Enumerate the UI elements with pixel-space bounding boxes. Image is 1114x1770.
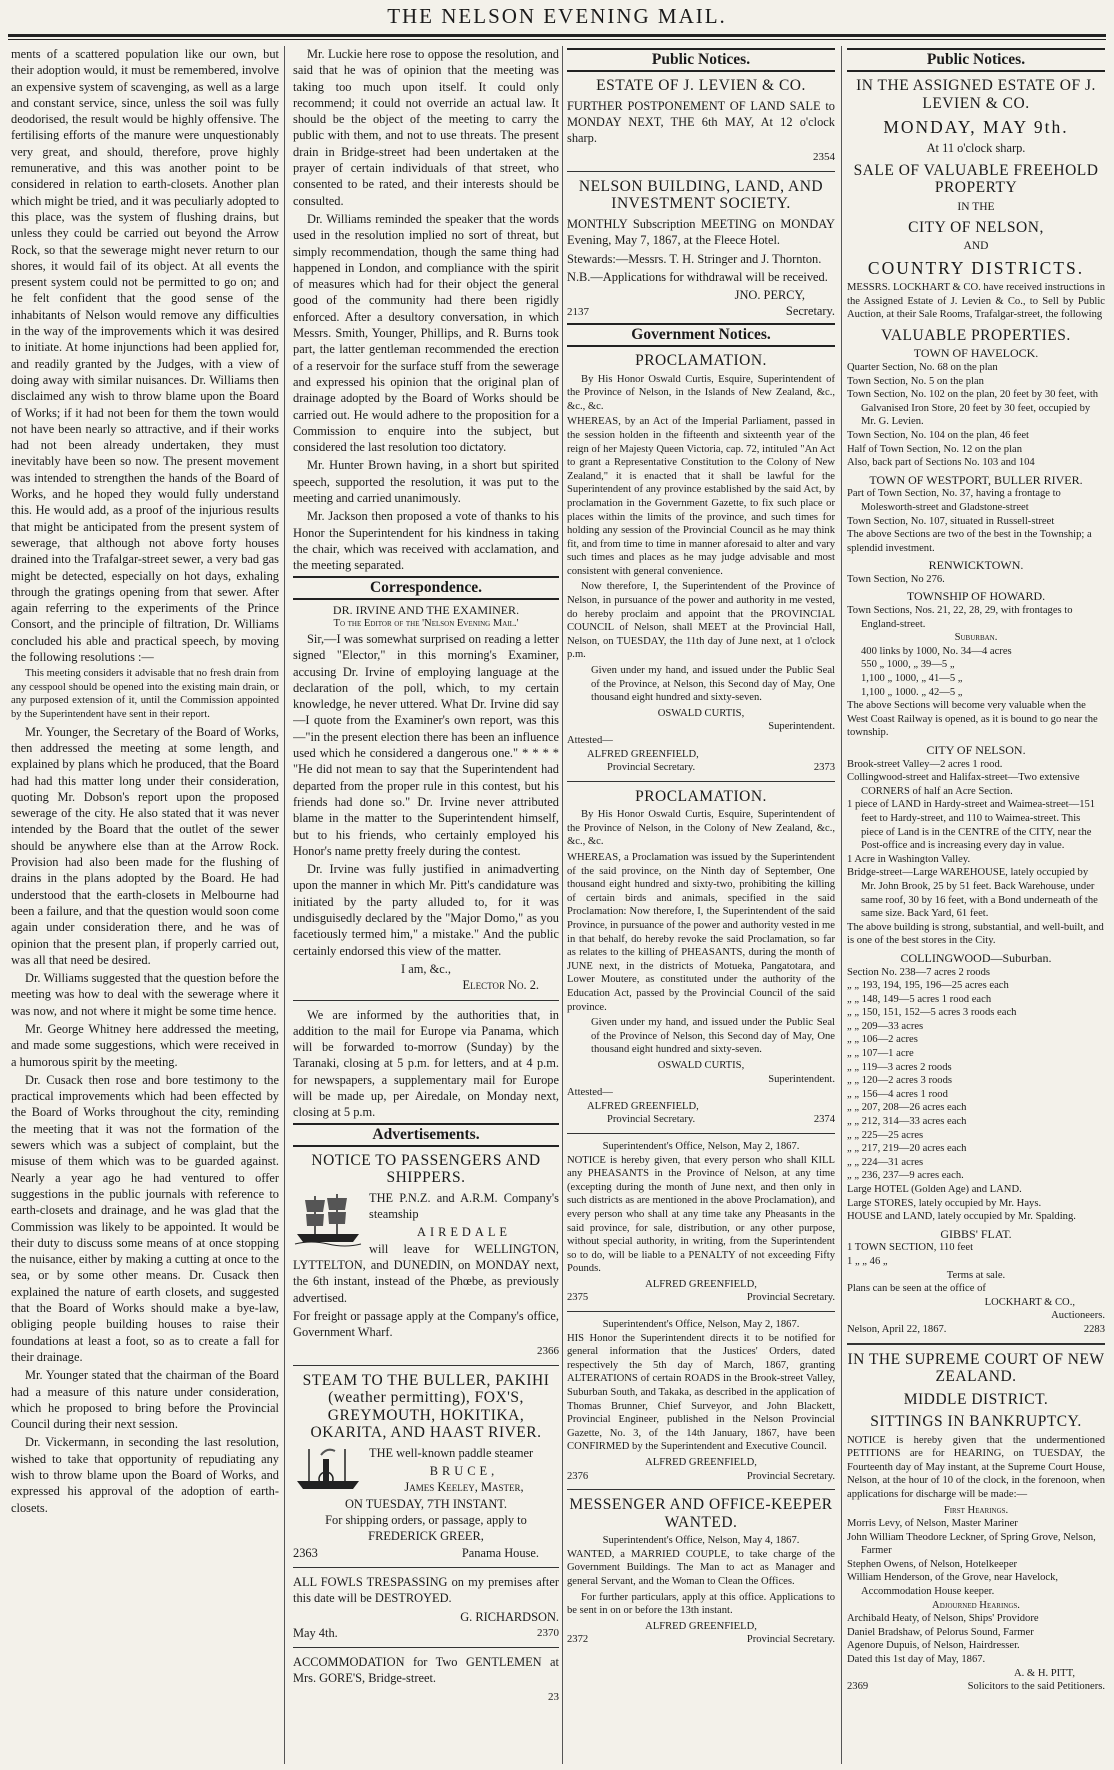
column-divider (562, 46, 563, 1764)
hearing-heading: First Hearings. (943, 1504, 1009, 1516)
notice-role: Provincial Secretary. (746, 1292, 835, 1304)
notice-number: 2376 (567, 1470, 589, 1482)
lot-heading: TOWNSHIP OF HOWARD. (906, 589, 1046, 604)
notice-text: For further particulars, apply at this office. Applications to be sent in on or before the 13th instant. (567, 1591, 835, 1617)
sale-country: COUNTRY DISTRICTS. (867, 258, 1085, 279)
article-paragraph: Mr. Jackson then proposed a vote of thanks to his Honor the Superintendent for his kindness in taking the chair, which was received with acclamation, and the meeting separated. (293, 509, 559, 573)
attested-role: Provincial Secretary. (607, 762, 696, 774)
ad-number: 2366 (537, 1344, 559, 1357)
ad-text: For freight or passage apply at the Company's office, Government Wharf. (293, 1308, 559, 1340)
ad-title: STEAM TO THE BULLER, PAKIHI (weather permitting), FOX'S, GREYMOUTH, HOKITIKA, OKARITA, AND HAAST RIVER. (302, 1371, 550, 1442)
notice-text: HIS Honor the Superintendent directs it to be notified for general information that the Justices' Orders, dated respectively the 5th day of March, 1867, granting ALTERATIONS of certain ROADS in the Brook-street Valley, Suburban South, and Takaka, as described in the application of Thomas Brunner, Chief Surveyor, and John Blackett, Provincial Engineer, published in the Nelson Provincial Gazette, No. 3, of the 14th January, 1867, have been CONFIRMED by the Superintendent and Executive Council. (567, 1332, 835, 1453)
notice-role: Provincial Secretary. (746, 1634, 835, 1646)
sale-in: IN THE (957, 200, 995, 213)
agent-name: FREDERICK GREER, (368, 1529, 484, 1544)
proclamation-signature: OSWALD CURTIS, (657, 1059, 745, 1071)
lot-item: „ „ 193, 194, 195, 196—25 acres each (847, 980, 1009, 992)
ad-text: ALL FOWLS TRESPASSING on my premises after this date will be DESTROYED. (293, 1574, 559, 1606)
lot-item: Half of Town Section, No. 12 on the plan (847, 443, 1023, 455)
ad-signature: G. RICHARDSON. (460, 1609, 559, 1624)
proclamation-given: Given under my hand, and issued under the Public Seal of the Province, at Nelson, this Second day of May, One thousand eight hundred and sixty-seven. (591, 665, 835, 704)
lot-heading: CITY OF NELSON. (926, 743, 1026, 757)
divider (567, 1489, 835, 1490)
lot-heading: GIBBS' FLAT. (940, 1226, 1012, 1241)
article-paragraph: Dr. Vickermann, in seconding the last resolution, wished to take that opportunity of repudiating any wish to throw blame upon the Board of Works, and expressed his approval of the adoption of earth-closets. (11, 1435, 279, 1515)
lot-item: „ „ 225—25 acres (847, 1129, 924, 1141)
section-head-public-notices: Public Notices. (567, 48, 835, 72)
notice-role: Provincial Secretary. (746, 1470, 835, 1482)
lot-item: „ „ 148, 149—5 acres 1 rood each (847, 993, 992, 1005)
lot-item: Collingwood-street and Halifax-street—Two extensive CORNERS of half an Acre Section. (847, 772, 1080, 797)
proclamation-given: Given under my hand, and issued under the Public Seal of the Province of Nelson, this Second day of May, One thousand eight hundred and sixty-seven. (591, 1017, 835, 1056)
column-divider (841, 46, 842, 1764)
sale-valuable: VALUABLE PROPERTIES. (881, 326, 1071, 344)
proclamation-role: Superintendent. (768, 721, 835, 733)
lot-heading: TOWN OF HAVELOCK. (913, 346, 1039, 361)
divider (847, 1343, 1105, 1345)
hearing-heading: Adjourned Hearings. (932, 1599, 1020, 1611)
notice-signature: ALFRED GREENFIELD, (645, 1457, 757, 1468)
hearing-item: Daniel Bradshaw, of Pelorus Sound, Farmer (847, 1626, 1034, 1638)
court-text: NOTICE is hereby given that the undermentioned PETITIONS are for HEARING, on TUESDAY, the Fourteenth day of May instant, at the Supreme Court House, Nelson, at the hour of 10 of the clock, in the forenoon, when applications for discharge will be made:— (847, 1434, 1105, 1500)
section-head-government-notices: Government Notices. (567, 323, 835, 347)
lot-item: 1 piece of LAND in Hardy-street and Waimea-street—151 feet to Hardy-street, and 110 to Waimea-street. This piece of Land is in the CENTRE of the CITY, near the Post-office and is increasing every day in value. (847, 799, 1096, 852)
lot-item: 1,100 „ 1000, „ 41—5 „ (861, 673, 963, 685)
plans: Plans can be seen at the office of (847, 1283, 986, 1295)
notice-office: Superintendent's Office, Nelson, May 2, 1867. (602, 1140, 800, 1152)
lot-item: „ „ 224—31 acres (847, 1156, 924, 1168)
sale-date: MONDAY, MAY 9th. (883, 117, 1069, 138)
notice-text: N.B.—Applications for withdrawal will be received. (567, 269, 828, 284)
notice-title: MESSENGER AND OFFICE-KEEPER WANTED. (569, 1496, 833, 1531)
auctioneer-name: LOCKHART & CO., (984, 1296, 1075, 1308)
letter-paragraph: Sir,—I was somewhat surprised on reading a letter signed "Elector," in this morning's Examiner, accusing Dr. Irvine of employing language at the declaration of the poll, which, to my certain knowledge, he never uttered. What Dr. Irvine did say—I quote from the Examiner's own report, was this—"in the present election there has been an influence used which he considered a dangerous one." * * * * "He did not mean to say that the Superintendent had departed from the proper rule in this contest, but his friends had done so." Dr. Irvine never attributed blame in the matter to the Superintendent himself, but to his friends, who certainly employed his Honor's name pretty freely during the contest. (293, 631, 559, 858)
lot-item: Town Section, No. 107, situated in Russell-street (847, 515, 1055, 527)
notice-office: Superintendent's Office, Nelson, May 4, 1867. (602, 1535, 800, 1547)
notice-title: IN THE ASSIGNED ESTATE OF J. LEVIEN & CO. (856, 77, 1096, 112)
lot-item: Town Section, No. 5 on the plan (847, 375, 984, 387)
lot-heading: COLLINGWOOD—Suburban. (900, 950, 1052, 965)
lot-item: „ „ 209—33 acres (847, 1020, 924, 1032)
ship-icon (293, 1190, 363, 1248)
article-paragraph: Dr. Williams suggested that the question before the meeting was how to deal with the sewerage where it was now, and not where it might be some time hence. (11, 971, 279, 1018)
notice-text: NOTICE is hereby given, that every person who shall KILL any PHEASANTS in the Province of Nelson, at any time (excepting during the month of June next, and then only in such districts as are mentioned in the above Proclamation), and every person who shall at any time take any Pheasants in the said province, for sale, distribution, or any other purpose, without special authority, in writing, from the Superintendent so to do, will be liable to a PENALTY of not exceeding Fifty Pounds. (567, 1154, 835, 1275)
lot-item: Bridge-street—Large WAREHOUSE, lately occupied by Mr. John Brook, 25 by 51 feet. Back Warehouse, under same roof, 30 by 16 feet, with a Bond underneath of the same size. Back Yard, 61 feet. (847, 867, 1098, 920)
column-4 (847, 46, 1105, 1764)
hearing-item: Morris Levy, of Nelson, Master Mariner (847, 1518, 1018, 1530)
notice-number: 2372 (567, 1634, 589, 1646)
attested-label: Attested— (567, 735, 613, 746)
lot-item: „ „ 217, 219—20 acres each (847, 1143, 967, 1155)
sale-intro: MESSRS. LOCKHART & CO. have received instructions in the Assigned Estate of J. Levien & Co., to Sell by Public Auction, at their Sale Rooms, Trafalgar-street, the following (847, 282, 1105, 321)
hearing-item: John William Theodore Leckner, of Spring Grove, Nelson, Farmer (847, 1531, 1096, 1557)
notice-number: 2375 (567, 1292, 589, 1304)
article-paragraph: Mr. Luckie here rose to oppose the resolution, and said that he was of opinion that the meeting was taking too much upon itself. It could only recommend; it could not override an actual law. It should be the object of the meeting to carry the public with them, and not to use threats. The present drain in Bridge-street had been undertaken at the prayer of certain individuals of that street, who consented to be rated, and their interests should be consulted. (293, 47, 559, 208)
notice-date: Nelson, April 22, 1867. (847, 1323, 947, 1335)
notice-text: WANTED, a MARRIED COUPLE, to take charge of the Government Buildings. The Man to act as Manager and general Servant, and the Woman to Clean the Offices. (567, 1548, 835, 1587)
lot-heading: RENWICKTOWN. (928, 558, 1024, 573)
divider (567, 1133, 835, 1134)
lot-item: Part of Town Section, No. 37, having a frontage to Molesworth-street and Gladstone-street (847, 488, 1061, 513)
article-paragraph: Mr. Younger stated that the chairman of the Board had a measure of this nature under consideration, which he proposed to bring before the Provincial Council during their next session. (11, 1368, 279, 1432)
divider (567, 781, 835, 782)
notice-number: 2369 (847, 1681, 869, 1693)
lot-item: „ „ 106—2 acres (847, 1034, 918, 1046)
terms: Terms at sale. (946, 1269, 1006, 1281)
notice-number: 2354 (813, 150, 835, 163)
sale-city: CITY OF NELSON, (908, 218, 1044, 236)
lot-item: Large HOTEL (Golden Age) and LAND. (847, 1184, 1022, 1195)
notice-number: 2373 (813, 762, 835, 774)
hearing-item: Stephen Owens, of Nelson, Hotelkeeper (847, 1558, 1018, 1570)
lot-item: „ „ 207, 208—26 acres each (847, 1102, 967, 1114)
ad-date: May 4th. (293, 1625, 338, 1640)
agent-place: Panama House. (461, 1545, 539, 1560)
column-2 (293, 46, 559, 1764)
sale-and: AND (963, 240, 989, 253)
proclamation-signature: OSWALD CURTIS, (657, 707, 745, 719)
proclamation-text: WHEREAS, a Proclamation was issued by the Superintendent of the said province, on the Ninth day of September, One thousand eight hundred and sixty-two, prohibiting the killing of certain birds and animals, specified in the said Proclamation: Now therefore, I, the Superintendent of the said Province, in pursuance of the power and authority vested in me in that behalf, do hereby revoke the said Proclamation, so far as relates to the killing of PHEASANTS, during the month of JUNE next, in the districts of Motueka, Pangatotara, and Lower Moutere, as constituted under the authority of the Education Act, passed by the Provincial Council of the said province. (567, 852, 835, 1013)
lot-item: The above Sections are two of the best in the Township; a splendid investment. (847, 529, 1092, 554)
attested-name: ALFRED GREENFIELD, (587, 748, 699, 760)
column-divider (284, 46, 285, 1764)
sale-title: SALE OF VALUABLE FREEHOLD PROPERTY (853, 161, 1099, 197)
divider (293, 1365, 559, 1366)
letter-title: DR. IRVINE AND THE EXAMINER. (332, 602, 520, 617)
court-dated: Dated this 1st day of May, 1867. (847, 1654, 986, 1666)
ad-text: THE well-known paddle steamer (369, 1445, 534, 1460)
masthead-rule-thin (8, 39, 1106, 40)
divider (293, 1567, 559, 1568)
divider (567, 1311, 835, 1312)
article-paragraph: ments of a scattered population like our own, but their adoption would, it must be remembered, involve an expensive system of scavenging, as well as a large and constant service, since, unless the soil was fully deodorised, the result would be highly offensive. The fertilising efforts of the manure were unquestionably very great, and should, therefore, prove highly remunerative, and this was another point to be considered in relation to earth-closets. Another plan which might be tried, and it was peculiarly adopted to this place, was the system of flushing drains, but unless they could be carried out beyond the Arrow Rock, so that the sewerage might never return to our shores, it would fail of its object. At all events the present system could not be permitted to go on; and he felt confident that the good sense of the inhabitants of Nelson would remove any difficulties in the way of the improvements which it was desired to initiate. At home injunctions had been applied for, and readily granted by the Judges, with a view of doing away with similar nuisances. Dr. Williams then disclaimed any wish to throw blame upon the Board of Works; if it had not been for them the town would not have been nearly so attractive, and if their works had not been already undertaken, they must inevitably have been so now. The present movement was intended to strengthen the hands of the Board of Works, and he hoped they would fully understand this. He would add, as a proof of the injurious results that might be anticipated from the present system of sewerage, that although not above forty houses drained into the Trafalgar-street sewer, a very bad gas might be detected, especially on hot days, exhaling through the gratings opening from that sewer. After again referring to the experiments of the Prince Consort, and the principle of filtration, Dr. Williams concluded his able and practical speech, by moving the following resolutions :— (11, 47, 279, 664)
lot-note: The above Sections will become very valuable when the West Coast Railway is opened, as it is bound to go near the township. (847, 700, 1098, 739)
lot-item: HOUSE and LAND, lately occupied by Mr. Spalding. (847, 1211, 1076, 1223)
ad-text: THE P.N.Z. and A.R.M. Company's steamship (369, 1190, 559, 1222)
divider (293, 1000, 559, 1001)
proclamation-by: By His Honor Oswald Curtis, Esquire, Superintendent of the Province of Nelson, in the Colony of New Zealand, &c., &c., &c. (567, 809, 835, 848)
attested-role: Provincial Secretary. (607, 1114, 696, 1126)
notice-title: NELSON BUILDING, LAND, AND INVESTMENT SOCIETY. (578, 177, 824, 213)
letter-signature: Elector No. 2. (462, 978, 539, 993)
court-title: IN THE SUPREME COURT OF NEW ZEALAND. (847, 1350, 1105, 1386)
lot-item: „ „ 236, 237—9 acres each. (847, 1170, 964, 1182)
article-paragraph: Mr. Younger, the Secretary of the Board of Works, then addressed the meeting at some length, and explained by plans which he produced, that the Board had had this matter long under their consideration, quoting Mr. Dobson's report upon the proposed sewerage of the city. He also stated that it was never intended by the Board that the outlet of the sewer should be anywhere else than at the Arrow Rock. Provision had also been made for the flushing of drains in the plans adopted by the Board. He had understood that the earth-closets in Melbourne had been a failure, and that the question would soon come again under consideration there, and he was of opinion that the present plan, if properly carried out, was all that need be desired. (11, 724, 279, 967)
section-head-advertisements: Advertisements. (293, 1123, 559, 1147)
steamer-icon (293, 1445, 363, 1495)
proclamation-title: PROCLAMATION. (635, 787, 767, 805)
lot-item: Town Sections, Nos. 21, 22, 28, 29, with frontages to England-street. (847, 605, 1073, 630)
proclamation-title: PROCLAMATION. (635, 352, 767, 370)
letter-to: To the Editor of the 'Nelson Evening Mail.' (333, 618, 519, 630)
notice-number: 2283 (1083, 1323, 1105, 1335)
lot-item: Brook-street Valley—2 acres 1 rood. (847, 758, 1003, 770)
hearing-item: Archibald Heaty, of Nelson, Ships' Providore (847, 1613, 1039, 1625)
notice-text: FURTHER POSTPONEMENT OF LAND SALE to MONDAY NEXT, THE 6th MAY, At 12 o'clock sharp. (567, 98, 835, 146)
ad-text: will leave for WELLINGTON, LYTTELTON, and DUNEDIN, on MONDAY next, the 6th instant, instead of the Phœbe, as previously advertised. (293, 1241, 559, 1305)
notice-office: Superintendent's Office, Nelson, May 2, 1867. (602, 1319, 800, 1331)
lot-item: „ „ 120—2 acres 3 roods (847, 1075, 953, 1087)
notice-text: MONTHLY Subscription MEETING on MONDAY Evening, May 7, 1867, at the Fleece Hotel. (567, 216, 835, 248)
lot-item: Large STORES, lately occupied by Mr. Hays. (847, 1197, 1042, 1209)
notice-number: 2374 (813, 1114, 835, 1126)
attested-name: ALFRED GREENFIELD, (587, 1100, 699, 1112)
ship-master: James Keeley, Master, (404, 1480, 524, 1495)
notice-role: Secretary. (785, 304, 835, 319)
proclamation-by: By His Honor Oswald Curtis, Esquire, Superintendent of the Province of Nelson, in the Islands of New Zealand, &c., &c., &c. (567, 373, 835, 412)
lot-item: „ „ 212, 314—33 acres each (847, 1116, 967, 1128)
ship-name: BRUCE, (429, 1464, 499, 1479)
notice-signature: ALFRED GREENFIELD, (645, 1278, 757, 1290)
masthead-rule (8, 34, 1106, 37)
proclamation-text: Now therefore, I, the Superintendent of the Province of Nelson, in pursuance of the power and authority in me vested, do hereby proclaim and appoint that the PROVINCIAL COUNCIL of Nelson, shall MEET at the Provincial Hall, Nelson, on TUESDAY, the 11th day of June next, at 1 o'clock p.m. (567, 581, 835, 661)
lot-item: Town Section, No 276. (847, 573, 945, 585)
letter-close: I am, &c., (401, 961, 451, 976)
court-signature: A. & H. PITT, (1013, 1667, 1075, 1679)
court-role: Solicitors to the said Petitioners. (967, 1681, 1105, 1693)
proclamation-text: WHEREAS, by an Act of the Imperial Parliament, passed in the session holden in the fifteenth and sixteenth year of the reign of her Majesty Queen Victoria, cap. 72, intituled "An Act to grant a Representative Constitution to the Colony of New Zealand," it is enacted that it shall be lawful for the Superintendent of any province established by the said Act, by proclamation in the Government Gazette, to fix such place or places within the limits of the province, and such times for holding any session of the Provincial Council as he may think fit, and from time to time in manner aforesaid to alter and vary such times and places as he may judge advisable and most consistent with general convenience. (567, 416, 835, 577)
ad-text: ACCOMMODATION for Two GENTLEMEN at Mrs. GORE'S, Bridge-street. (293, 1655, 559, 1686)
ad-title: NOTICE TO PASSENGERS AND SHIPPERS. (311, 1151, 541, 1187)
divider (293, 1647, 559, 1648)
article-paragraph: Dr. Williams reminded the speaker that the words used in the resolution implied no sort of threat, but simply recommendation, though the same thing had happened in London, and compliance with the spirit of measures which had for their object the general good of the community had there been rigidly enforced. After a desultory conversation, in which Messrs. Smith, Younger, Phillips, and R. Burns took part, the latter gentleman recommended the erection of a reservoir for the surface stuff from the sewerage and expressed his opinion that the original plan of drainage adopted by the Board of Works should be carried out. He would adhere to the proposition for a Commission to enquire into the subject, but considered the last resolution too dictatory. (293, 211, 559, 455)
lot-item: Section No. 238—7 acres 2 roods (847, 966, 990, 978)
auctioneer-role: Auctioneers. (1051, 1310, 1105, 1322)
ad-number: 2363 (293, 1545, 318, 1560)
mail-note: We are informed by the authorities that, in addition to the mail for Europe via Panama, which will be forwarded to-morrow (Sunday) by the Taranaki, closing at 5 p.m. for letters, and at 4 p.m. for newspapers, a supplementary mail for Europe will be made up, per Airedale, on Monday next, closing at 5 p.m. (293, 1007, 559, 1120)
hearing-item: Agenore Dupuis, of Nelson, Hairdresser. (847, 1640, 1020, 1652)
article-paragraph: Mr. George Whitney here addressed the meeting, and made some suggestions, which were received in a humorous spirit by the meeting. (11, 1022, 279, 1069)
lot-item: 400 links by 1000, No. 34—4 acres (861, 645, 1012, 657)
lot-item: Also, back part of Sections No. 103 and 104 (847, 457, 1035, 469)
court-sub: SITTINGS IN BANKRUPTCY. (870, 1413, 1082, 1431)
lot-item: 1 „ „ 46 „ (847, 1255, 888, 1267)
resolution-text: This meeting considers it advisable that no fresh drain from any cesspool should be opened into the existing main drain, or any purposed extension of it, until the Commission appointed by the Superintendent have sent in their report. (11, 668, 279, 721)
attested-label: Attested— (567, 1087, 613, 1099)
column-1 (11, 46, 279, 1764)
notice-title: ESTATE OF J. LEVIEN & CO. (596, 77, 806, 95)
lot-item: Town Section, No. 102 on the plan, 20 feet by 30 feet, with Galvanised Iron Store, 20 feet by 30 feet, occupied by Mr. G. Levien. (847, 389, 1099, 428)
lot-note: The above building is strong, substantial, and well-built, and is one of the best stores in the City. (847, 921, 1104, 947)
lot-item: Town Section, No. 104 on the plan, 46 feet (847, 429, 1029, 441)
lot-item: „ „ 150, 151, 152—5 acres 3 roods each (847, 1007, 1017, 1019)
article-paragraph: Dr. Cusack then rose and bore testimony to the practical improvements which had been effected by the Board of Works throughout the city, reminding the meeting that it was not the formation of the sewers which was a subject of complaint, but the misuse of them which was to be guarded against. Nearly a year ago he had ventured to offer suggestions in the public journals with reference to earth-closets and drainage, and he was glad that the Commission was likely to be appointed. It would be their duty to discuss some means of at once stopping the nuisance, either by making a cutting at once to the sea, or by some other means. Dr. Cusack then explained the nature of earth closets, and suggested that the Board of Works should make a bye-law, obliging people building houses to raise their foundations at least a foot, so as to create a fall for their drainage. (11, 1072, 279, 1364)
notice-number: 2137 (567, 306, 589, 319)
ad-number: 23 (548, 1690, 559, 1703)
section-head-public-notices: Public Notices. (847, 48, 1105, 72)
hearing-item: William Henderson, of the Grove, near Havelock, Accommodation House keeper. (847, 1572, 1059, 1598)
court-district: MIDDLE DISTRICT. (903, 1390, 1049, 1408)
divider (567, 171, 835, 172)
ad-number: 2370 (537, 1626, 559, 1639)
notice-text: Stewards:—Messrs. T. H. Stringer and J. Thornton. (567, 251, 822, 266)
letter-paragraph: Dr. Irvine was fully justified in animadverting upon the manner in which Mr. Pitt's candidature was initiated by the party alluded to, for it was undisguisedly declared by the "Major Domo," as you facetiously termed him," a mistake." And the public certainly endorsed this view of the matter. (293, 862, 559, 958)
lot-item: 1 TOWN SECTION, 110 feet (847, 1242, 974, 1254)
lot-item: 550 „ 1000, „ 39—5 „ (861, 659, 955, 671)
lot-heading: TOWN OF WESTPORT, BULLER RIVER. (869, 472, 1083, 487)
lot-item: „ „ 107—1 acre (847, 1048, 914, 1060)
ship-name: AIREDALE (417, 1225, 511, 1240)
notice-signature: JNO. PERCY, (734, 288, 805, 303)
lot-subheading: Suburban. (954, 632, 998, 644)
ad-text: For shipping orders, or passage, apply to (325, 1513, 527, 1528)
proclamation-role: Superintendent. (768, 1073, 835, 1085)
lot-item: 1 Acre in Washington Valley. (847, 853, 971, 865)
ship-date: ON TUESDAY, 7TH INSTANT. (344, 1496, 508, 1511)
notice-signature: ALFRED GREENFIELD, (645, 1620, 757, 1632)
section-head-correspondence: Correspondence. (293, 576, 559, 600)
masthead: THE NELSON EVENING MAIL. (387, 4, 727, 28)
lot-item: 1,100 „ 1000. „ 42—5 „ (861, 686, 963, 698)
lot-item: „ „ 156—4 acres 1 rood (847, 1088, 948, 1100)
article-paragraph: Mr. Hunter Brown having, in a short but spirited speech, supported the resolution, it was put to the meeting and carried unanimously. (293, 458, 559, 506)
sale-time: At 11 o'clock sharp. (926, 141, 1026, 156)
lot-item: „ „ 119—3 acres 2 roods (847, 1061, 952, 1073)
column-3 (567, 46, 835, 1764)
lot-item: Quarter Section, No. 68 on the plan (847, 361, 998, 373)
